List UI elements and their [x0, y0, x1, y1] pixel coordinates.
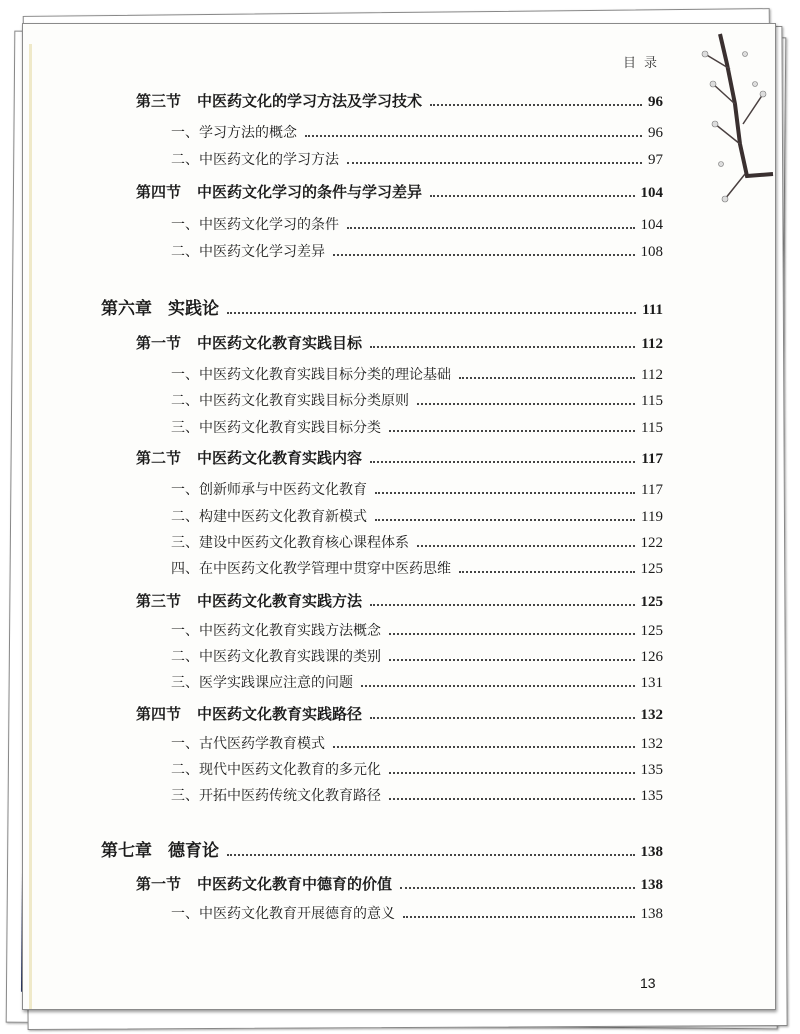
toc-entry-item[interactable]	[171, 417, 663, 437]
entry-title: 二、中医药文化学习差异	[171, 244, 325, 260]
dot-leader	[417, 403, 635, 405]
entry-title: 二、构建中医药文化教育新模式	[171, 509, 367, 525]
toc-entry-item[interactable]	[171, 390, 663, 410]
entry-title: 一、中医药文化教育实践方法概念	[171, 623, 381, 639]
entry-title: 二、中医药文化教育实践课的类别	[171, 649, 381, 665]
dot-leader	[347, 227, 635, 229]
toc-entry-section[interactable]	[136, 873, 663, 894]
entry-title: 中医药文化教育实践目标	[197, 334, 363, 352]
dot-leader	[389, 772, 635, 774]
running-header: 目录	[623, 56, 666, 71]
dot-leader	[417, 545, 635, 547]
toc-entry-chapter[interactable]	[101, 294, 663, 319]
entry-title: 三、中医药文化教育实践目标分类	[171, 420, 381, 436]
entry-title: 一、中医药文化教育实践目标分类的理论基础	[171, 367, 451, 383]
toc-entry-item[interactable]	[171, 532, 663, 552]
entry-page: 119	[641, 509, 663, 525]
entry-title: 中医药文化教育中德育的价值	[197, 875, 393, 893]
entry-title: 中医药文化学习的条件与学习差异	[197, 183, 423, 201]
dot-leader	[347, 162, 642, 164]
entry-title: 一、古代医药学教育模式	[171, 736, 325, 752]
entry-title: 一、中医药文化教育开展德育的意义	[171, 906, 395, 922]
entry-page: 135	[640, 762, 663, 778]
entry-page: 117	[641, 482, 663, 498]
entry-label: 第七章	[101, 841, 152, 861]
entry-page: 125	[640, 594, 663, 610]
entry-page: 117	[641, 451, 663, 467]
dot-leader	[305, 135, 642, 137]
toc-page	[22, 23, 776, 1010]
dot-leader	[333, 254, 635, 256]
entry-page: 138	[640, 844, 663, 860]
entry-title: 四、在中医药文化教学管理中贯穿中医药思维	[171, 561, 451, 577]
entry-page: 126	[640, 649, 663, 665]
toc-entry-section[interactable]	[136, 332, 663, 353]
entry-label: 第三节	[136, 92, 182, 110]
page-edge	[29, 44, 32, 1009]
entry-title: 一、中医药文化学习的条件	[171, 217, 339, 233]
page-number: 13	[640, 975, 656, 991]
entry-page: 97	[648, 152, 663, 168]
dot-leader	[370, 604, 634, 606]
entry-title: 德育论	[168, 841, 219, 861]
entry-page: 112	[641, 367, 663, 383]
dot-leader	[370, 346, 635, 348]
dot-leader	[459, 571, 635, 573]
toc-entry-item[interactable]	[171, 364, 663, 384]
toc-entry-item[interactable]	[171, 759, 663, 779]
entry-title: 三、开拓中医药传统文化教育路径	[171, 788, 381, 804]
dot-leader	[370, 461, 635, 463]
dot-leader	[389, 633, 635, 635]
toc-entry-item[interactable]	[171, 214, 663, 234]
dot-leader	[400, 887, 634, 889]
toc-entry-item[interactable]	[171, 149, 663, 169]
toc-entry-section[interactable]	[136, 181, 663, 202]
toc-entry-item[interactable]	[171, 558, 663, 578]
entry-title: 二、中医药文化的学习方法	[171, 152, 339, 168]
toc-entry-item[interactable]	[171, 785, 663, 805]
dot-leader	[403, 916, 635, 918]
entry-page: 96	[648, 94, 663, 110]
entry-page: 122	[640, 535, 663, 551]
entry-label: 第二节	[136, 449, 182, 467]
entry-page: 138	[640, 906, 663, 922]
entry-title: 三、建设中医药文化教育核心课程体系	[171, 535, 409, 551]
entry-title: 二、中医药文化教育实践目标分类原则	[171, 393, 409, 409]
dot-leader	[361, 685, 635, 687]
toc-entry-section[interactable]	[136, 90, 663, 111]
toc-entry-item[interactable]	[171, 903, 663, 923]
entry-page: 112	[641, 336, 663, 352]
toc-entry-chapter[interactable]	[101, 836, 663, 861]
entry-title: 二、现代中医药文化教育的多元化	[171, 762, 381, 778]
entry-page: 115	[641, 420, 663, 436]
entry-page: 104	[640, 217, 663, 233]
entry-page: 104	[640, 185, 663, 201]
entry-page: 132	[640, 736, 663, 752]
toc-entry-section[interactable]	[136, 447, 663, 468]
toc-entry-item[interactable]	[171, 506, 663, 526]
entry-title: 三、医学实践课应注意的问题	[171, 675, 353, 691]
toc-entry-section[interactable]	[136, 590, 663, 611]
dot-leader	[227, 312, 636, 314]
entry-label: 第三节	[136, 592, 182, 610]
entry-title: 实践论	[168, 299, 219, 319]
toc-entry-section[interactable]	[136, 703, 663, 724]
toc-entry-item[interactable]	[171, 479, 663, 499]
entry-page: 125	[640, 623, 663, 639]
entry-page: 138	[640, 877, 663, 893]
entry-label: 第四节	[136, 705, 182, 723]
dot-leader	[389, 798, 635, 800]
toc-entry-item[interactable]	[171, 620, 663, 640]
toc-entry-item[interactable]	[171, 241, 663, 261]
entry-title: 中医药文化教育实践路径	[197, 705, 363, 723]
entry-page: 125	[640, 561, 663, 577]
entry-title: 中医药文化的学习方法及学习技术	[197, 92, 423, 110]
dot-leader	[370, 717, 634, 719]
plum-blossom-branch-icon	[685, 24, 775, 224]
entry-page: 115	[641, 393, 663, 409]
dot-leader	[375, 492, 635, 494]
entry-page: 132	[640, 707, 663, 723]
entry-label: 第六章	[101, 299, 152, 319]
entry-page: 111	[642, 302, 663, 318]
entry-title: 中医药文化教育实践内容	[197, 449, 363, 467]
dot-leader	[459, 377, 635, 379]
entry-label: 第一节	[136, 875, 182, 893]
dot-leader	[389, 430, 635, 432]
dot-leader	[389, 659, 635, 661]
toc-entry-item[interactable]	[171, 672, 663, 692]
dot-leader	[333, 746, 635, 748]
dot-leader	[430, 195, 634, 197]
dot-leader	[430, 104, 642, 106]
entry-page: 108	[640, 244, 663, 260]
entry-title: 中医药文化教育实践方法	[197, 592, 363, 610]
entry-title: 一、创新师承与中医药文化教育	[171, 482, 367, 498]
entry-page: 135	[640, 788, 663, 804]
entry-page: 131	[640, 675, 663, 691]
entry-title: 一、学习方法的概念	[171, 125, 297, 141]
entry-label: 第四节	[136, 183, 182, 201]
entry-label: 第一节	[136, 334, 182, 352]
toc-entry-item[interactable]	[171, 646, 663, 666]
toc-entry-item[interactable]	[171, 122, 663, 142]
dot-leader	[375, 519, 635, 521]
toc-entry-item[interactable]	[171, 733, 663, 753]
dot-leader	[227, 854, 635, 856]
entry-page: 96	[648, 125, 663, 141]
